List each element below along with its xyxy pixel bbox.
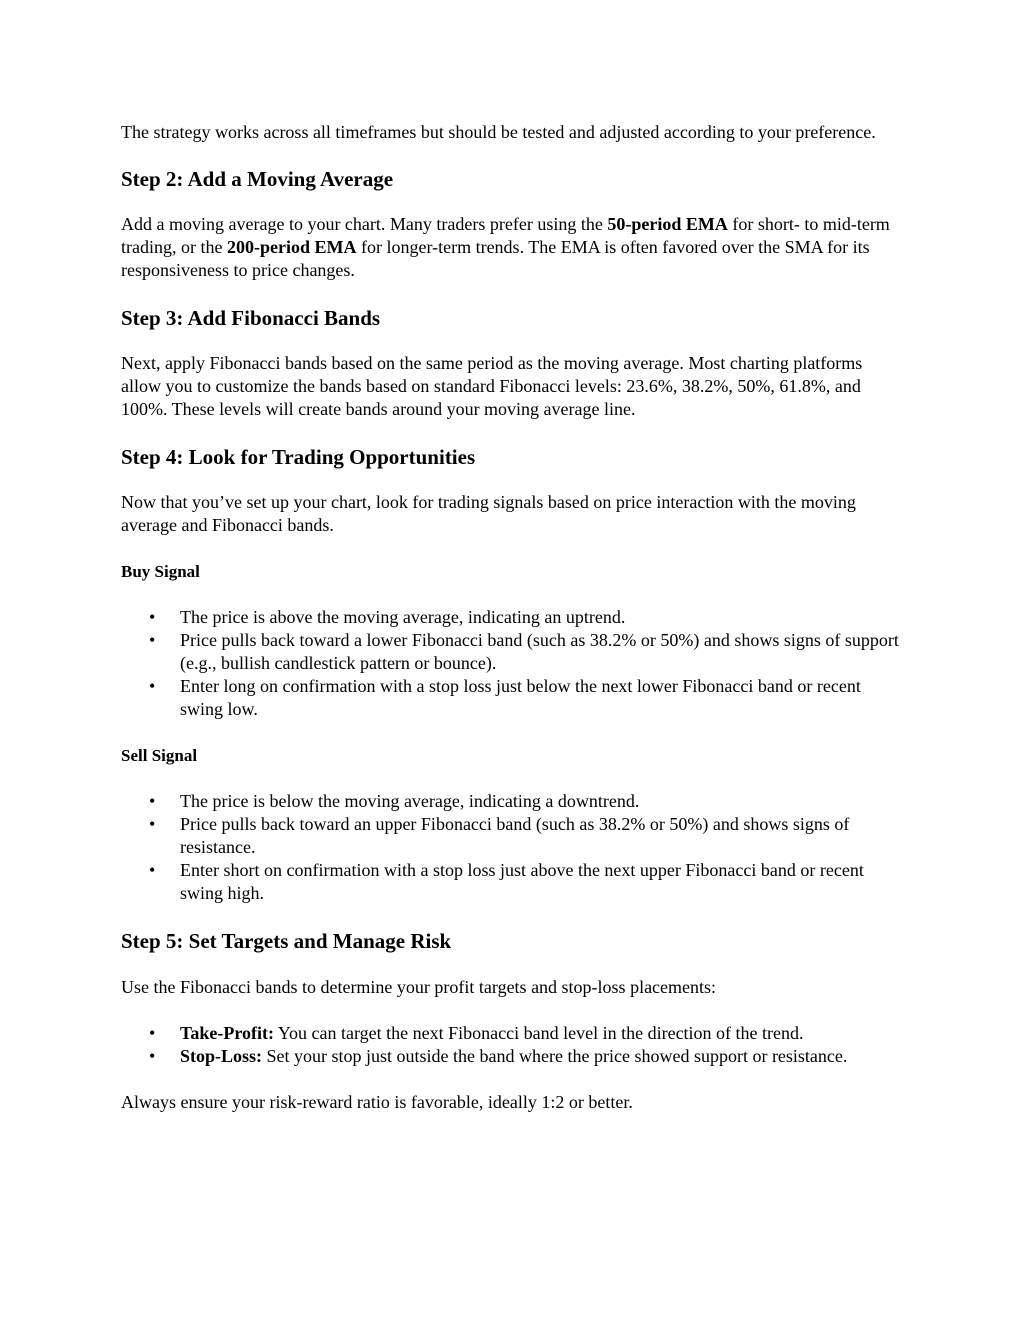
step5-paragraph: Use the Fibonacci bands to determine your profit targets and stop-loss placements: xyxy=(121,977,717,997)
step3-heading: Step 3: Add Fibonacci Bands xyxy=(121,306,381,330)
step2-text-2: for short- to mid-term trading, or the xyxy=(121,214,890,257)
closing-paragraph: Always ensure your risk-reward ratio is favorable, ideally 1:2 or better. xyxy=(121,1092,633,1112)
buy-signal-list xyxy=(121,606,906,721)
list-item: • Price pulls back toward an upper Fibonacci band (such as 38.2% or 50%) and shows signs of resistance. xyxy=(121,813,906,859)
sell-signal-list xyxy=(121,790,906,905)
step4-heading: Step 4: Look for Trading Opportunities xyxy=(121,445,476,469)
step2-text-1: Add a moving average to your chart. Many traders prefer using the xyxy=(121,214,608,234)
sell-signal-heading: Sell Signal xyxy=(121,746,198,765)
step2-paragraph xyxy=(121,213,906,282)
list-item: • The price is above the moving average, indicating an uptrend. xyxy=(121,606,906,629)
step2-bold-200-ema: 200-period EMA xyxy=(226,237,357,257)
step5-list xyxy=(121,1022,906,1068)
stop-loss-label: Stop-Loss: xyxy=(180,1046,263,1066)
list-item: • Enter long on confirmation with a stop loss just below the next lower Fibonacci band or recent swing low. xyxy=(121,675,906,721)
list-item xyxy=(121,1045,906,1068)
list-item: • Price pulls back toward a lower Fibonacci band (such as 38.2% or 50%) and shows signs of support (e.g., bullish candlestick pattern or bounce). xyxy=(121,629,906,675)
list-item: • The price is below the moving average, indicating a downtrend. xyxy=(121,790,906,813)
step4-paragraph: Now that you’ve set up your chart, look for trading signals based on price interaction with the moving average and Fibonacci bands. xyxy=(121,492,856,535)
buy-signal-heading: Buy Signal xyxy=(121,562,200,581)
stop-loss-text: Set your stop just outside the band where the price showed support or resistance. xyxy=(262,1046,848,1066)
intro-paragraph: The strategy works across all timeframes but should be tested and adjusted according to your preference. xyxy=(121,122,876,142)
take-profit-text: You can target the next Fibonacci band level in the direction of the trend. xyxy=(274,1023,804,1043)
step5-heading: Step 5: Set Targets and Manage Risk xyxy=(121,929,452,953)
step2-bold-50-ema: 50-period EMA xyxy=(607,214,728,234)
step2-text-3: for longer-term trends. The EMA is often favored over the SMA for its responsiveness to price changes. xyxy=(121,237,870,280)
step2-heading: Step 2: Add a Moving Average xyxy=(121,167,394,191)
list-item: • Enter short on confirmation with a stop loss just above the next upper Fibonacci band or recent swing high. xyxy=(121,859,906,905)
list-item xyxy=(121,1022,906,1045)
step3-paragraph: Next, apply Fibonacci bands based on the same period as the moving average. Most charting platforms allow you to customize the bands based on standard Fibonacci levels: 23.6%, 38.2%, 50%, 61.8%, and 100%. These levels will create bands around your moving average line. xyxy=(121,353,863,419)
take-profit-label: Take-Profit: xyxy=(180,1023,274,1043)
page-content xyxy=(121,121,906,1114)
